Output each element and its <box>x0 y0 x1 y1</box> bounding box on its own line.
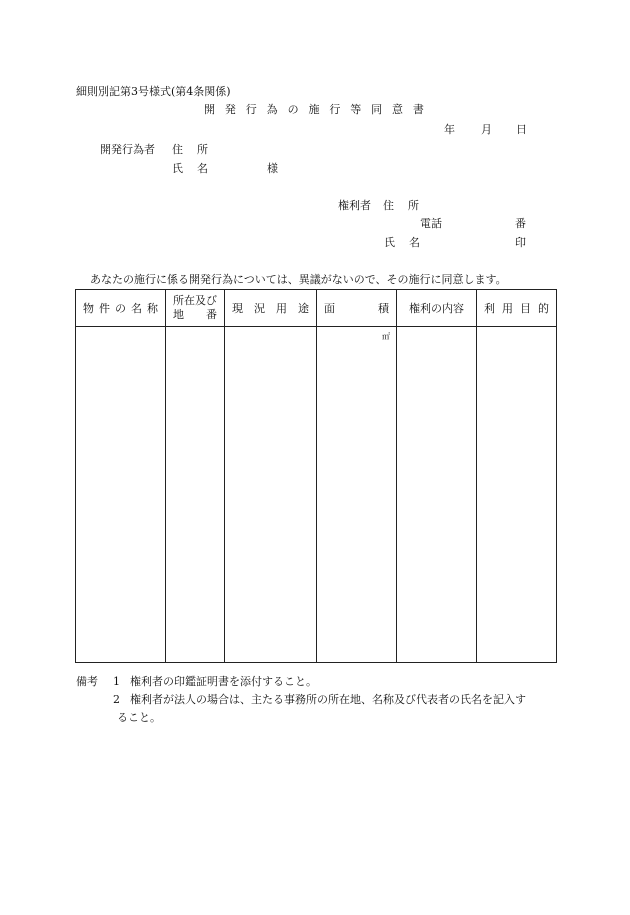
developer-name-label <box>172 163 208 174</box>
header-property-name <box>76 290 166 327</box>
title-char: 意 <box>392 103 404 116</box>
title-char: 開 <box>204 103 215 116</box>
cell-current-use[interactable] <box>225 327 317 663</box>
title-char: の <box>287 103 299 116</box>
remark-text: 権利者の印鑑証明書を添付すること。 <box>130 675 317 688</box>
header-current-use-char: 現 <box>232 302 243 315</box>
header-location-char: 番 <box>206 308 217 321</box>
header-property-name-char: 物 <box>83 302 94 315</box>
remark-text: 権利者が法人の場合は、主たる事務所の所在地、名称及び代表者の氏名を記入す <box>130 693 526 706</box>
header-current-use-char: 用 <box>276 302 287 315</box>
rights-holder-phone-label: 電話 <box>420 217 442 230</box>
rights-holder-address-char: 所 <box>408 199 419 212</box>
header-location-line1: 所在及び <box>173 294 217 308</box>
developer-honorific: 様 <box>267 162 278 175</box>
header-area <box>317 290 397 327</box>
developer-address-char: 住 <box>172 143 183 156</box>
cell-area[interactable] <box>317 327 397 663</box>
header-area-char: 積 <box>378 302 389 315</box>
table-body-row <box>76 327 557 663</box>
cell-right-content[interactable] <box>397 327 477 663</box>
title-char: 等 <box>350 103 362 116</box>
rights-holder-name-char: 名 <box>409 236 420 249</box>
header-right-content <box>397 290 477 327</box>
header-property-name-char: 名 <box>131 302 142 315</box>
title-char: 同 <box>371 103 383 116</box>
developer-address-char: 所 <box>197 143 208 156</box>
date-day-label: 日 <box>516 123 527 136</box>
header-purpose-char: 目 <box>520 302 531 315</box>
header-current-use-char: 況 <box>254 302 265 315</box>
rights-holder-name-char: 氏 <box>384 236 395 249</box>
rights-holder-address-label <box>383 200 419 211</box>
developer-name-char: 氏 <box>172 162 183 175</box>
header-location-lot <box>166 290 225 327</box>
cell-location-lot[interactable] <box>166 327 225 663</box>
rights-holder-role-label: 権利者 <box>338 199 371 212</box>
header-purpose-char: 的 <box>538 302 549 315</box>
area-unit-label: ㎡ <box>382 332 390 341</box>
rights-holder-address-char: 住 <box>383 199 394 212</box>
title-char: 発 <box>224 103 236 116</box>
header-right-content-label: 権利の内容 <box>409 302 464 315</box>
title-char: 行 <box>245 103 257 116</box>
document-title <box>204 104 424 115</box>
cell-purpose[interactable] <box>477 327 557 663</box>
title-char: 施 <box>308 103 320 116</box>
header-property-name-char: 称 <box>147 302 158 315</box>
header-location-char: 地 <box>173 308 184 321</box>
header-area-char: 面 <box>324 302 335 315</box>
header-purpose-char: 利 <box>484 302 495 315</box>
developer-address-label <box>172 144 208 155</box>
date-year-label: 年 <box>444 123 455 136</box>
date-month-label: 月 <box>481 123 492 136</box>
header-current-use-char: 途 <box>298 302 309 315</box>
consent-statement: あなたの施行に係る開発行為については、異議がないので、その施行に同意します。 <box>90 273 507 286</box>
header-purpose <box>477 290 557 327</box>
table-header-row <box>76 290 557 327</box>
remark-number: 2 <box>113 693 120 706</box>
rights-holder-seal-label: 印 <box>515 236 526 249</box>
title-char: 行 <box>329 103 341 116</box>
header-property-name-char: 件 <box>99 302 110 315</box>
rights-holder-phone-suffix: 番 <box>515 217 526 230</box>
remark-text-continuation: ること。 <box>117 711 161 724</box>
developer-role-label: 開発行為者 <box>100 143 155 156</box>
rights-holder-name-label <box>384 237 420 248</box>
developer-name-char: 名 <box>197 162 208 175</box>
header-current-use <box>225 290 317 327</box>
consent-table <box>75 289 557 663</box>
remark-number: 1 <box>113 675 120 688</box>
cell-property-name[interactable] <box>76 327 166 663</box>
remarks-label: 備考 <box>76 675 98 688</box>
title-char: 為 <box>266 103 278 116</box>
header-property-name-char: の <box>115 302 126 315</box>
form-number: 細則別記第3号様式(第4条関係) <box>76 85 231 98</box>
title-char: 書 <box>412 103 424 116</box>
header-purpose-char: 用 <box>502 302 513 315</box>
